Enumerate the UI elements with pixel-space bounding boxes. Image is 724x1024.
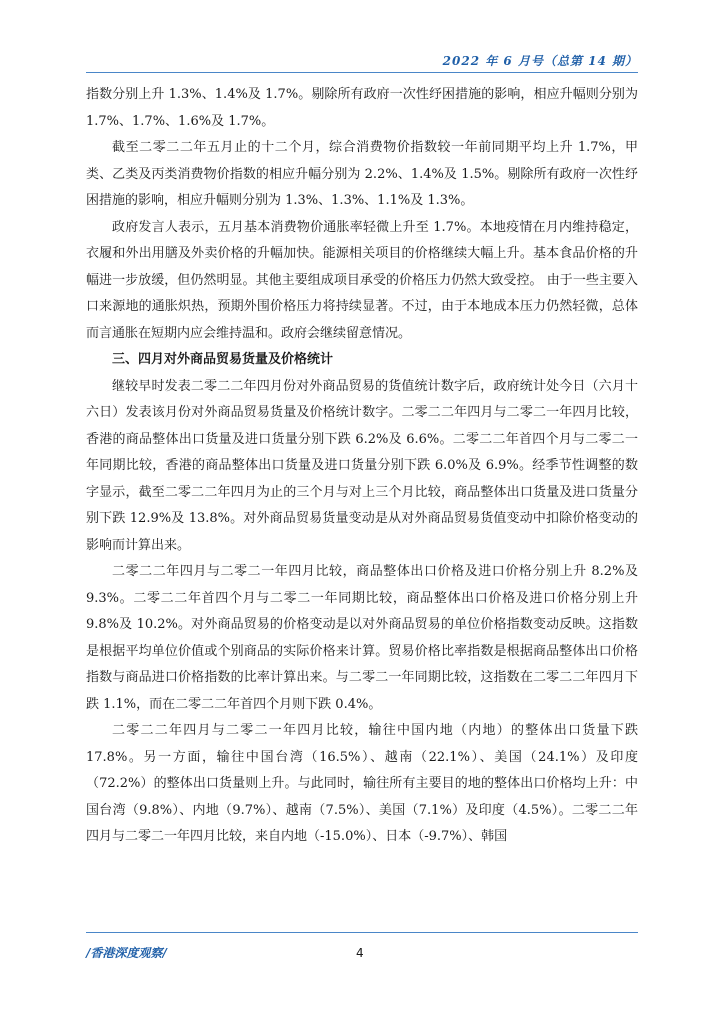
paragraph-export-destinations: 二零二二年四月与二零二一年四月比较，输往中国内地（内地）的整体出口货量下跌 17.8%。另一方面，输往中国台湾（16.5%）、越南（22.1%）、美国（24.1%）及印度（72.2%）的整体出口货量则上升。与此同时，输往所有主要目的地的整体出口价格均上升：中国台湾（9.8%）、内地（9.7%）、越南（7.5%）、美国（7.1%）及印度（4.5%）。二零二二年四月与二零二一年四月比较，来自内地（-15.0%）、日本（-9.7%）、韩国 <box>86 723 638 844</box>
paragraph-cpi-12-month: 截至二零二二年五月止的十二个月，综合消费物价指数较一年前同期平均上升 1.7%，甲类、乙类及丙类消费物价指数的相应升幅分别为 2.2%、1.4%及 1.5%。剔除所有政府一次性纾困措施的影响，相应升幅则分别为 1.3%、1.3%、1.1%及 1.3%。 <box>86 140 638 208</box>
section-heading-trade: 三、四月对外商品贸易货量及价格统计 <box>112 352 334 367</box>
paragraph-trade-prices: 二零二二年四月与二零二一年四月比较，商品整体出口价格及进口价格分别上升 8.2%及 9.3%。二零二二年首四个月与二零二一年同期比较，商品整体出口价格及进口价格分别上升 9.8%及 10.2%。对外商品贸易的价格变动是以对外商品贸易的单位价格指数变动反映。这指数是根据平均单位价值或个别商品的实际价格来计算。贸易价格比率指数是根据商品整体出口价格指数与商品进口价格指数的比率计算出来。与二零二一年同期比较，这指数在二零二二年四月下跌 1.1%，而在二零二二年首四个月则下跌 0.4%。 <box>86 564 638 712</box>
footer-divider <box>86 932 638 933</box>
article-body <box>86 82 638 851</box>
paragraph-cpi-continuation: 指数分别上升 1.3%、1.4%及 1.7%。剔除所有政府一次性纾困措施的影响，相应升幅则分别为 1.7%、1.7%、1.6%及 1.7%。 <box>86 87 638 129</box>
paragraph-government-spokesman: 政府发言人表示，五月基本消费物价通胀率轻微上升至 1.7%。本地疫情在月内维持稳定，衣履和外出用膳及外卖价格的升幅加快。能源相关项目的价格继续大幅上升。基本食品价格的升幅进一步放缓，但仍然明显。其他主要组成项目承受的价格压力仍然大致受控。 由于一些主要入口来源地的通胀炽热，预期外围价格压力将持续显著。不过，由于本地成本压力仍然轻微，总体而言通胀在短期内应会维持温和。政府会继续留意情况。 <box>86 219 638 341</box>
issue-header: 2022 年 6 月号（总第 14 期） <box>442 54 638 68</box>
paragraph-trade-volume: 继较早时发表二零二二年四月份对外商品贸易的货值统计数字后，政府统计处今日（六月十六日）发表该月份对外商品贸易货量及价格统计数字。二零二二年四月与二零二一年四月比较，香港的商品整体出口货量及进口货量分别下跌 6.2%及 6.6%。二零二二年首四个月与二零二一年同期比较，香港的商品整体出口货量及进口货量分别下跌 6.0%及 6.9%。经季节性调整的数字显示，截至二零二二年四月为止的三个月与对上三个月比较，商品整体出口货量及进口货量分别下跌 12.9%及 13.8%。对外商品贸易货量变动是从对外商品贸易货值变动中扣除价格变动的影响而计算出来。 <box>86 378 638 553</box>
publication-name: /香港深度观察/ <box>86 946 167 960</box>
page-number: 4 <box>356 946 364 960</box>
header-divider <box>86 72 638 73</box>
